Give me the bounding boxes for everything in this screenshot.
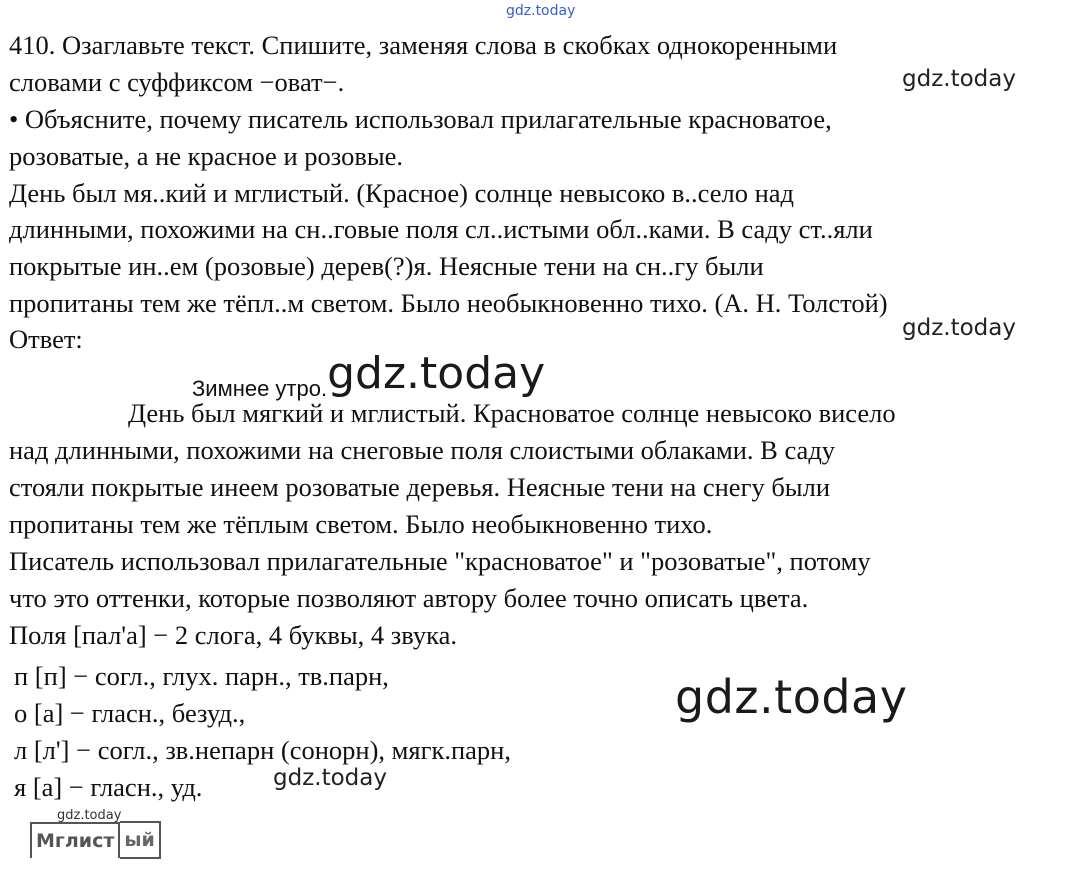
task-line-1: 410. Озаглавьте текст. Спишите, заменяя слова в скобках однокоренными <box>9 30 838 60</box>
explanation-line-2: что это оттенки, которые позволяют автору более точно описать цвета. <box>9 583 809 613</box>
watermark-right-1: gdz.today <box>902 66 1016 92</box>
task-line-7: покрытые ин..ем (розовые) дерев(?)я. Неясные тени на сн..гу были <box>9 251 764 281</box>
watermark-right-2: gdz.today <box>902 315 1016 341</box>
phonetic-line-p: п [п] − согл., глух. парн., тв.парн, <box>14 661 389 691</box>
phonetic-line-o: о [а] − гласн., безуд., <box>14 698 246 728</box>
phonetic-title: Поля [пал'а] − 2 слога, 4 буквы, 4 звука. <box>9 620 457 650</box>
watermark-top: gdz.today <box>506 3 576 19</box>
morpheme-analysis <box>30 818 161 862</box>
answer-label: Ответ: <box>9 324 83 354</box>
answer-title: Зимнее утро. <box>192 376 328 401</box>
task-line-2: словами с суффиксом −оват−. <box>9 67 345 97</box>
answer-title-row <box>192 348 546 403</box>
phonetic-line-ya: я [а] − гласн., уд. <box>14 772 203 802</box>
explanation-line-1: Писатель использовал прилагательные "красноватое" и "розоватые", потому <box>9 546 871 576</box>
phonetic-line-l: л [л'] − согл., зв.непарн (сонорн), мягк.парн, <box>14 735 511 765</box>
watermark-bottom-tiny: gdz.today <box>57 808 122 823</box>
answer-para-line-4: пропитаны тем же тёплым светом. Было необыкновенно тихо. <box>9 509 713 539</box>
watermark-bottom: gdz.today <box>273 765 387 791</box>
task-line-3: • Объясните, почему писатель использовал прилагательные красноватое, <box>9 104 832 134</box>
task-line-4: розоватые, а не красное и розовые. <box>9 141 404 171</box>
task-line-5: День был мя..кий и мглистый. (Красное) солнце невысоко в..село над <box>9 178 795 208</box>
morpheme-ending: ый <box>120 821 161 859</box>
morpheme-root: Мглист <box>30 822 120 858</box>
answer-para-line-1: День был мягкий и мглистый. Красноватое солнце невысоко висело <box>128 398 896 428</box>
answer-para-line-2: над длинными, похожими на снеговые поля слоистыми облаками. В саду <box>9 435 836 465</box>
answer-para-line-3: стояли покрытые инеем розоватые деревья. Неясные тени на снегу были <box>9 472 831 502</box>
task-line-8: пропитаны тем же тёпл..м светом. Было необыкновенно тихо. (А. Н. Толстой) <box>9 288 888 318</box>
watermark-big-right: gdz.today <box>675 670 908 724</box>
watermark-title: gdz.today <box>327 348 546 399</box>
task-line-6: длинными, похожими на сн..говые поля сл..истыми обл..ками. В саду ст..яли <box>9 214 873 244</box>
